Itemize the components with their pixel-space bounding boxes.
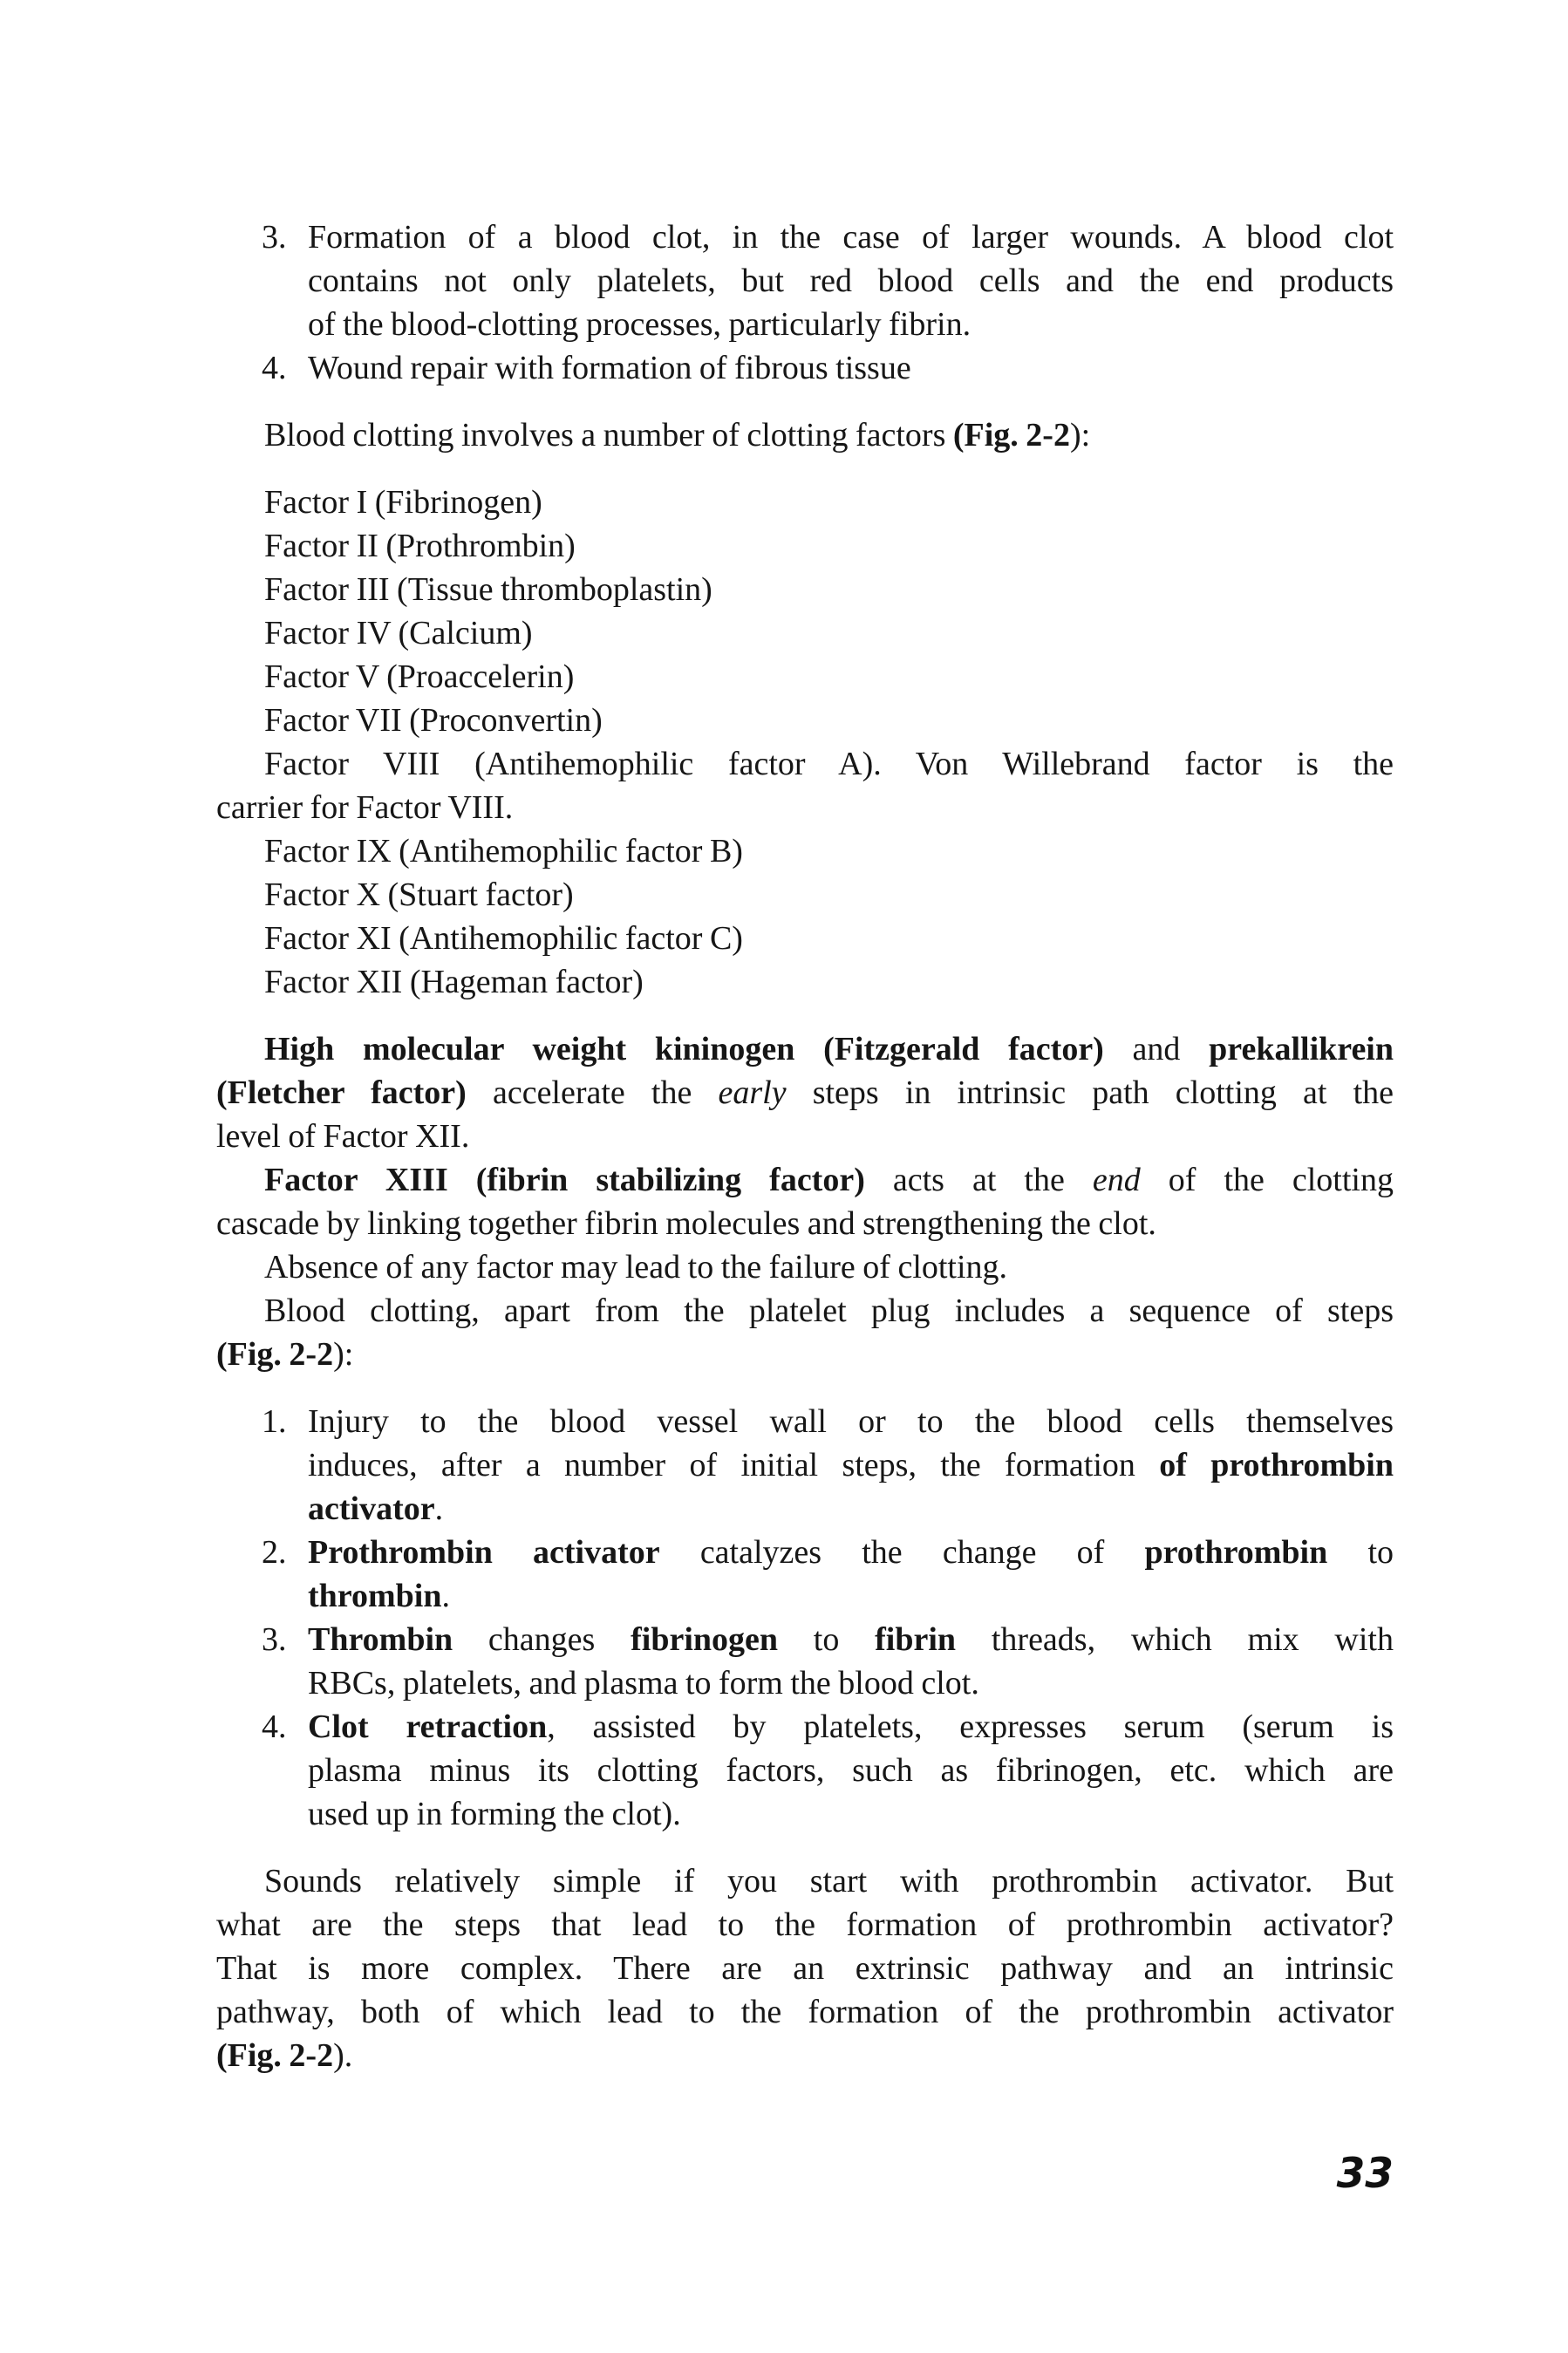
text-line <box>216 1027 1394 1071</box>
text-span: level of Factor XII. <box>216 1118 470 1155</box>
bold-text: Factor XIII (fibrin stabilizing factor) <box>264 1162 865 1198</box>
bold-text: activator <box>308 1490 435 1527</box>
text-line <box>216 2034 1394 2077</box>
text-span: plasma minus its clotting factors, such as fibrinogen, etc. which are <box>308 1752 1394 1789</box>
text-span: Blood clotting involves a number of clotting factors <box>264 417 953 454</box>
bold-text: Prothrombin activator <box>308 1534 660 1571</box>
text-span: steps in intrinsic path clotting at the <box>786 1074 1394 1111</box>
text-line <box>216 1792 1394 1836</box>
text-line <box>216 742 1394 786</box>
bold-text: of prothrombin <box>1159 1447 1394 1483</box>
list-number: 3. <box>262 1621 287 1658</box>
text-flow <box>216 215 1394 2077</box>
text-span: contains not only platelets, but red blood cells and the end products <box>308 263 1394 299</box>
text-span: to <box>1327 1534 1394 1571</box>
text-line <box>216 873 1394 917</box>
bold-text: fibrinogen <box>631 1621 779 1658</box>
bold-text: Thrombin <box>308 1621 453 1658</box>
text-line <box>216 215 1394 259</box>
bold-text: thrombin <box>308 1578 442 1614</box>
text-line <box>216 786 1394 829</box>
text-line <box>216 524 1394 568</box>
text-line <box>216 655 1394 699</box>
text-line <box>216 1202 1394 1245</box>
text-line <box>216 1531 1394 1574</box>
text-line <box>216 1903 1394 1947</box>
text-span: Factor V (Proaccelerin) <box>264 658 575 695</box>
text-span: . <box>441 1578 450 1614</box>
text-span: That is more complex. There are an extrinsic pathway and an intrinsic <box>216 1950 1394 1987</box>
text-span: Blood clotting, apart from the platelet plug includes a sequence of steps <box>264 1292 1394 1329</box>
text-line <box>216 611 1394 655</box>
italic-text: end <box>1092 1162 1141 1198</box>
text-line <box>216 568 1394 611</box>
text-span: acts at the <box>864 1162 1093 1198</box>
text-span: Absence of any factor may lead to the failure of clotting. <box>264 1249 1008 1286</box>
text-span: accelerate the <box>466 1074 719 1111</box>
bold-text: fibrin <box>875 1621 957 1658</box>
list-number: 1. <box>262 1403 287 1440</box>
text-span: Factor VII (Proconvertin) <box>264 702 603 739</box>
text-line <box>216 259 1394 303</box>
text-span: carrier for Factor VIII. <box>216 789 514 826</box>
text-span: ). <box>333 2037 353 2074</box>
text-span: ): <box>333 1336 354 1373</box>
paragraph-gap <box>216 457 1394 481</box>
text-line <box>216 1618 1394 1661</box>
bold-text: (Fig. 2-2 <box>952 417 1070 454</box>
text-span: Factor VIII (Antihemophilic factor A). Von Willebrand factor is the <box>264 746 1394 782</box>
text-line <box>216 1115 1394 1158</box>
text-span: Factor IV (Calcium) <box>264 615 533 651</box>
text-line <box>216 1947 1394 1990</box>
text-span: cascade by linking together fibrin molecules and strengthening the clot. <box>216 1205 1156 1242</box>
bold-text: prothrombin <box>1144 1534 1328 1571</box>
list-number: 4. <box>262 1708 287 1745</box>
paragraph-gap <box>216 1836 1394 1859</box>
text-line <box>216 1487 1394 1531</box>
text-span: to <box>778 1621 876 1658</box>
text-span: , assisted by platelets, expresses serum (serum is <box>547 1708 1394 1745</box>
text-span: Factor XII (Hageman factor) <box>264 964 644 1000</box>
text-line <box>216 1990 1394 2034</box>
text-span: Factor II (Prothrombin) <box>264 528 576 564</box>
text-line <box>216 1443 1394 1487</box>
text-span: threads, which mix with <box>956 1621 1394 1658</box>
text-span: Wound repair with formation of fibrous tissue <box>308 350 911 386</box>
text-line <box>216 1400 1394 1443</box>
text-span: changes <box>453 1621 631 1658</box>
list-number: 4. <box>262 350 287 386</box>
text-span: what are the steps that lead to the formation of prothrombin activator? <box>216 1906 1394 1943</box>
text-line <box>216 346 1394 390</box>
text-span: used up in forming the clot). <box>308 1796 681 1832</box>
text-line <box>216 1661 1394 1705</box>
text-span: Formation of a blood clot, in the case of larger wounds. A blood clot <box>308 219 1394 256</box>
bold-text: (Fig. 2-2 <box>216 2037 334 2074</box>
text-line <box>216 1333 1394 1376</box>
text-line <box>216 960 1394 1004</box>
text-span: and <box>1103 1031 1210 1067</box>
text-line <box>216 1574 1394 1618</box>
text-span: Sounds relatively simple if you start with prothrombin activator. But <box>264 1863 1394 1899</box>
text-line <box>216 1245 1394 1289</box>
text-span: Factor IX (Antihemophilic factor B) <box>264 833 743 870</box>
bold-text: (Fig. 2-2 <box>216 1336 334 1373</box>
text-line <box>216 481 1394 524</box>
text-span: ): <box>1069 417 1091 454</box>
bold-text: High molecular weight kininogen (Fitzgerald factor) <box>264 1031 1104 1067</box>
text-line <box>216 1071 1394 1115</box>
text-line <box>216 829 1394 873</box>
text-span: induces, after a number of initial steps, the formation <box>308 1447 1160 1483</box>
bold-text: prekallikrein <box>1209 1031 1394 1067</box>
text-span: Factor X (Stuart factor) <box>264 876 574 913</box>
text-line <box>216 1859 1394 1903</box>
text-line <box>216 413 1394 457</box>
text-line <box>216 1158 1394 1202</box>
text-line <box>216 303 1394 346</box>
text-span: Factor III (Tissue thromboplastin) <box>264 571 712 608</box>
text-line <box>216 917 1394 960</box>
text-span: Factor I (Fibrinogen) <box>264 484 542 521</box>
text-line <box>216 699 1394 742</box>
text-span: pathway, both of which lead to the formation of the prothrombin activator <box>216 1994 1394 2030</box>
bold-text: (Fletcher factor) <box>216 1074 467 1111</box>
paragraph-gap <box>216 390 1394 413</box>
text-span: Injury to the blood vessel wall or to the blood cells themselves <box>308 1403 1394 1440</box>
text-span: of the blood-clotting processes, particularly fibrin. <box>308 306 971 343</box>
text-span: catalyzes the change of <box>659 1534 1145 1571</box>
list-number: 2. <box>262 1534 287 1571</box>
bold-text: Clot retraction <box>308 1708 548 1745</box>
paragraph-gap <box>216 1004 1394 1027</box>
text-line <box>216 1705 1394 1749</box>
text-line <box>216 1289 1394 1333</box>
text-span: of the clotting <box>1140 1162 1394 1198</box>
text-span: . <box>434 1490 444 1527</box>
text-span: RBCs, platelets, and plasma to form the blood clot. <box>308 1665 979 1702</box>
page-number: 33 <box>1336 2150 1394 2198</box>
list-number: 3. <box>262 219 287 256</box>
text-span: Factor XI (Antihemophilic factor C) <box>264 920 743 957</box>
paragraph-gap <box>216 1376 1394 1400</box>
italic-text: early <box>718 1074 787 1111</box>
text-line <box>216 1749 1394 1792</box>
